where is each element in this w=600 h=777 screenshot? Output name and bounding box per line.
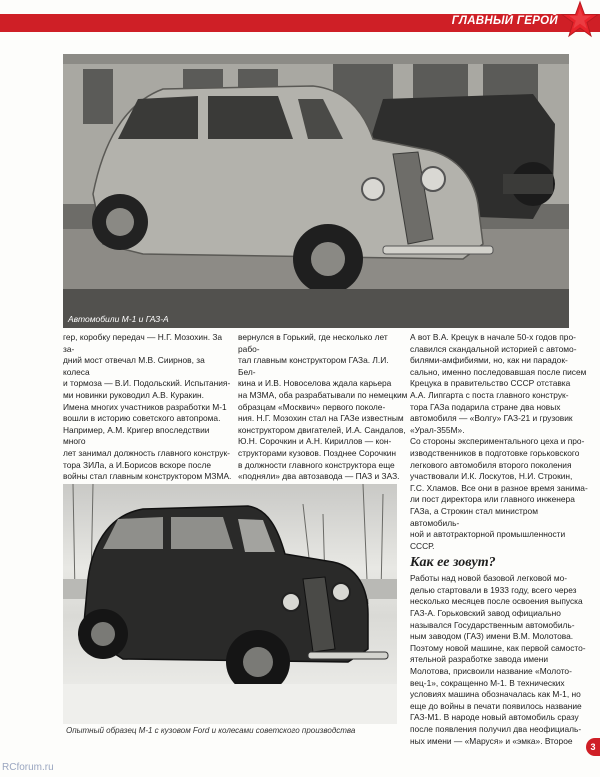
text-line: Имена многих участников разработки М-1	[63, 401, 227, 412]
text-line: тал главным конструктором ГАЗа. Л.И. Бел-	[238, 355, 389, 377]
text-line: войны стал главным конструктором МЗМА.	[63, 471, 232, 482]
text-line: вошли в историю советского автопрома.	[63, 413, 221, 424]
text-line: в должности главного конструктора еще	[238, 459, 395, 470]
text-column-3	[410, 332, 588, 747]
text-line: А вот В.А. Крецук в начале 50-х годов про-	[410, 332, 576, 342]
text-line: условиях машина обозначалась как М-1, но	[410, 689, 581, 700]
text-line: ли пост директора или главного инженера	[410, 494, 575, 505]
text-line: конструктором двигателей, И.А. Сандалов,	[238, 424, 406, 435]
text-line: сально, именно последовавшая после писем	[410, 366, 587, 377]
text-line: образцам «Москвич» первого поколе-	[238, 401, 386, 412]
text-line: Со стороны экспериментального цеха и про-	[410, 436, 585, 447]
section-title: ГЛАВНЫЙ ГЕРОЙ	[451, 15, 558, 27]
text-line: назывался Государственным автомобиль-	[410, 619, 575, 630]
text-line: ния. Н.Г. Мозохин стал на ГАЗе известным	[238, 413, 404, 424]
text-line: несколько месяцев после освоения выпуска	[410, 596, 583, 607]
text-line: Работы над новой базовой легковой мо-	[410, 573, 568, 584]
text-line: ятельной разработке завода имени	[410, 654, 549, 665]
photo-m1-prototype-ford-body	[63, 484, 397, 724]
section-header-bar	[0, 14, 600, 32]
text-column-2	[238, 332, 408, 483]
text-column-1	[63, 332, 233, 494]
text-line: Молотова, присвоили название «Молото-	[410, 666, 572, 677]
text-line: «подняли» два автозавода — ПАЗ и ЗАЗ.	[238, 471, 400, 482]
text-line: вернулся в Горький, где несколько лет рабо-	[238, 332, 388, 354]
text-line: делью стартовали в 1933 году, всего через	[410, 584, 577, 595]
text-line: ми новинки руководил А.В. Куракин.	[63, 389, 204, 400]
text-line: участвовали И.К. Лоскутов, Н.И. Строкин,	[410, 471, 573, 482]
text-line: «Урал-355М».	[410, 424, 465, 435]
photo-caption-bottom: Опытный образец М-1 с кузовом Ford и колесами советского производства	[66, 726, 356, 735]
text-line: и тормоза — В.И. Подольский. Испытания-	[63, 378, 231, 389]
text-line: после появления получил два неофициаль-	[410, 724, 582, 734]
page-marker: 3	[586, 738, 600, 756]
text-line: Например, А.М. Кригер впоследствии много	[63, 424, 210, 447]
text-line: Ю.Н. Сорочкин и А.Н. Кириллов — кон-	[238, 436, 392, 447]
subheading-what-is-her-name: Как ее зовут?	[410, 555, 496, 571]
text-line: ГАЗ-М1. В народе новый автомобиль сразу	[410, 712, 579, 723]
text-line: тора ЗИЛа, а И.Борисов вскоре после	[63, 459, 211, 470]
photo-m1-and-gaz-a	[63, 54, 569, 328]
text-line: ГАЗ-А. Горьковский завод официально	[410, 608, 561, 619]
text-line: лет занимал должность главного конструк-	[63, 447, 230, 458]
text-line: славился скандальной историей с автомо-	[410, 343, 577, 354]
text-line: Г.С. Хламов. Все они в разное время занима-	[410, 482, 588, 493]
text-line: ным заводом (ГАЗ) имени В.М. Молотова.	[410, 631, 574, 642]
text-line: гер, коробку передач — Н.Г. Мозохин. За за-	[63, 332, 223, 354]
text-line: ной и автотракторной промышленности СССР.	[410, 529, 566, 551]
text-line: еще до войны в печати появилось название	[410, 700, 582, 711]
text-line: А.А. Липгарта с поста главного конструк-	[410, 389, 569, 400]
text-line: ных имени — «Маруся» и «эмка». Второе	[410, 735, 573, 746]
text-line: структорами кузовов. Позднее Сорочкин	[238, 447, 397, 458]
text-line: на МЗМА, оба разрабатывали по немецким	[238, 389, 408, 400]
text-line: легкового автомобиля второго поколения	[410, 459, 572, 470]
text-line: изводственников в подготовке горьковского	[410, 447, 580, 458]
text-line: Поэтому новой машине, как первой самосто-	[410, 642, 586, 653]
text-line: кина и И.В. Новоселова ждала карьера	[238, 378, 392, 389]
watermark: RCforum.ru	[2, 762, 54, 773]
text-line: вец-1», сокращенно М-1. В технических	[410, 677, 565, 688]
text-line: автомобиля — «Волгу» ГАЗ-21 и грузовик	[410, 413, 573, 424]
text-line: дний мост отвечал М.В. Сиирнов, за колеса	[63, 355, 205, 377]
text-line: Крецука в правительство СССР отставка	[410, 378, 571, 389]
text-line: билями-амфибиями, но, как ни парадок-	[410, 355, 568, 366]
photo-caption-top: Автомобили М-1 и ГАЗ-А	[68, 314, 169, 324]
red-star-icon	[560, 0, 600, 40]
text-line: тора ГАЗа подарила стране два новых	[410, 401, 561, 412]
text-line: ГАЗа, а Строкин стал министром автомобиль-	[410, 505, 538, 528]
